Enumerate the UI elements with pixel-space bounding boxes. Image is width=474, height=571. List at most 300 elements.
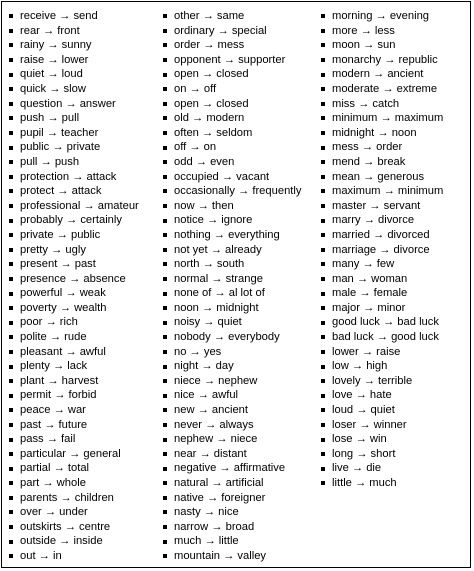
bullet-icon <box>163 29 167 33</box>
bullet-icon <box>163 510 167 514</box>
list-item <box>9 388 139 403</box>
list-item <box>9 38 139 53</box>
antonym-pair: opponent → supporter <box>174 53 286 66</box>
bullet-icon <box>163 248 167 252</box>
bullet-icon <box>321 262 325 266</box>
antonym-pair: part → whole <box>20 477 86 489</box>
antonym-pair: midnight → noon <box>332 126 417 139</box>
list-item <box>321 286 443 301</box>
list-item <box>9 257 139 272</box>
antonym-pair: no → yes <box>174 345 222 358</box>
antonym-pair: pupil → teacher <box>20 126 99 139</box>
antonym-pair: powerful → weak <box>20 287 106 300</box>
bullet-icon <box>9 510 13 514</box>
list-item <box>321 418 443 433</box>
bullet-icon <box>163 87 167 91</box>
bullet-icon <box>9 379 13 383</box>
list-item <box>9 24 139 39</box>
list-item <box>9 330 139 345</box>
antonym-pair: occupied → vacant <box>174 170 270 183</box>
antonym-pair: lovely → terrible <box>332 374 413 387</box>
bullet-icon <box>9 43 13 47</box>
bullet-icon <box>9 29 13 33</box>
antonym-pair: particular → general <box>20 447 121 460</box>
list-item <box>163 97 301 112</box>
antonym-pair: near → distant <box>174 447 247 460</box>
list-item <box>9 243 139 258</box>
bullet-icon <box>9 321 13 325</box>
antonym-pair: quiet → loud <box>20 68 83 81</box>
antonym-pair: public → private <box>20 141 101 154</box>
bullet-icon <box>9 73 13 77</box>
bullet-icon <box>9 306 13 310</box>
antonym-pair: partial → total <box>20 462 90 475</box>
list-item <box>321 67 443 82</box>
antonym-pair: poor → rich <box>20 316 78 329</box>
bullet-icon <box>9 452 13 456</box>
antonym-pair: monarchy → republic <box>332 53 438 66</box>
antonym-pair: often → seldom <box>174 126 253 139</box>
antonym-pair: much → little <box>174 535 239 548</box>
list-item <box>163 228 301 243</box>
bullet-icon <box>9 292 13 296</box>
bullet-icon <box>321 321 325 325</box>
bullet-icon <box>163 394 167 398</box>
list-item <box>163 67 301 82</box>
list-item <box>163 359 301 374</box>
list-item <box>163 549 301 564</box>
antonym-pair: professional → amateur <box>20 199 139 212</box>
list-item <box>321 476 443 491</box>
list-item <box>9 534 139 549</box>
bullet-icon <box>321 438 325 442</box>
antonym-pair: love → hate <box>332 389 392 402</box>
bullet-icon <box>321 160 325 164</box>
bullet-icon <box>321 14 325 18</box>
antonym-pair: lower → raise <box>332 345 401 358</box>
list-item <box>9 286 139 301</box>
antonym-pair: mountain → valley <box>174 549 267 562</box>
list-item <box>163 38 301 53</box>
list-item <box>321 330 443 345</box>
antonym-pair: polite → rude <box>20 331 87 344</box>
list-item <box>9 184 139 199</box>
bullet-icon <box>321 116 325 120</box>
bullet-icon <box>9 525 13 529</box>
list-item <box>163 184 301 199</box>
list-item <box>163 476 301 491</box>
antonym-pair: morning → evening <box>332 10 430 22</box>
antonym-pair: notice → ignore <box>174 214 253 227</box>
list-item <box>321 374 443 389</box>
antonym-pair: never → always <box>174 418 254 431</box>
bullet-icon <box>9 394 13 398</box>
list-item <box>163 126 301 141</box>
list-item <box>321 24 443 39</box>
list-item <box>163 24 301 39</box>
list-item <box>163 140 301 155</box>
bullet-icon <box>163 262 167 266</box>
antonym-pair: pull → push <box>20 155 80 168</box>
bullet-icon <box>321 189 325 193</box>
list-item <box>9 374 139 389</box>
antonym-pair: modern → ancient <box>332 68 424 81</box>
bullet-icon <box>163 219 167 223</box>
list-item <box>9 359 139 374</box>
list-item <box>9 170 139 185</box>
bullet-icon <box>321 87 325 91</box>
antonym-pair: plant → harvest <box>20 374 99 387</box>
antonym-pair: outside → inside <box>20 535 103 548</box>
bullet-icon <box>9 481 13 485</box>
antonym-pair: major → minor <box>332 301 406 314</box>
list-item <box>321 315 443 330</box>
list-item <box>321 111 443 126</box>
bullet-icon <box>321 408 325 412</box>
list-item <box>9 199 139 214</box>
antonym-pair: noisy → quiet <box>174 316 242 329</box>
list-item <box>321 345 443 360</box>
list-item <box>163 272 301 287</box>
antonym-pair: nothing → everything <box>174 228 280 241</box>
bullet-icon <box>321 292 325 296</box>
bullet-icon <box>321 379 325 383</box>
list-item <box>163 330 301 345</box>
list-item <box>163 461 301 476</box>
antonym-pair: over → under <box>20 506 88 519</box>
bullet-icon <box>321 146 325 150</box>
bullet-icon <box>321 175 325 179</box>
antonym-pair: loud → quiet <box>332 404 395 417</box>
list-item <box>163 199 301 214</box>
bullet-icon <box>321 452 325 456</box>
bullet-icon <box>9 496 13 500</box>
antonym-pair: nasty → nice <box>174 506 239 519</box>
bullet-icon <box>163 335 167 339</box>
bullet-icon <box>163 204 167 208</box>
antonym-pair: receive → send <box>20 10 98 22</box>
antonym-pair: long → short <box>332 447 396 460</box>
list-item <box>9 418 139 433</box>
list-item <box>321 228 443 243</box>
list-item <box>163 170 301 185</box>
antonym-pair: new → ancient <box>174 404 249 417</box>
list-item <box>9 520 139 535</box>
antonym-pair: peace → war <box>20 404 86 417</box>
list-item <box>163 447 301 462</box>
list-item <box>321 97 443 112</box>
antonym-pair: normal → strange <box>174 272 263 285</box>
antonym-pair: narrow → broad <box>174 520 255 533</box>
antonym-pair: little → much <box>332 477 397 489</box>
antonym-pair: poverty → wealth <box>20 301 107 314</box>
bullet-icon <box>9 277 13 281</box>
list-item <box>9 213 139 228</box>
antonym-pair: parents → children <box>20 491 114 504</box>
bullet-icon <box>321 219 325 223</box>
antonym-pair: man → woman <box>332 272 408 285</box>
antonym-pair: open → closed <box>174 97 249 110</box>
list-item <box>321 403 443 418</box>
antonym-pair: moon → sun <box>332 39 396 52</box>
list-item <box>321 9 443 24</box>
list-item <box>9 228 139 243</box>
antonym-pair: pleasant → awful <box>20 345 106 358</box>
antonym-pair: not yet → already <box>174 243 262 256</box>
bullet-icon <box>9 146 13 150</box>
bullet-icon <box>9 233 13 237</box>
list-item <box>163 534 301 549</box>
list-item <box>9 447 139 462</box>
list-item <box>321 432 443 447</box>
list-item <box>9 476 139 491</box>
antonym-pair: pass → fail <box>20 433 76 446</box>
bullet-icon <box>163 116 167 120</box>
bullet-icon <box>321 204 325 208</box>
bullet-icon <box>321 306 325 310</box>
list-item <box>9 53 139 68</box>
bullet-icon <box>321 248 325 252</box>
antonym-pair: protection → attack <box>20 170 117 183</box>
bullet-icon <box>9 175 13 179</box>
antonym-pair: open → closed <box>174 68 249 81</box>
antonym-pair: bad luck → good luck <box>332 331 439 344</box>
bullet-icon <box>321 73 325 77</box>
antonym-pair: negative → affirmative <box>174 462 286 475</box>
bullet-icon <box>163 43 167 47</box>
bullet-icon <box>163 175 167 179</box>
list-item <box>163 491 301 506</box>
bullet-icon <box>321 131 325 135</box>
bullet-icon <box>9 131 13 135</box>
list-item <box>9 432 139 447</box>
bullet-icon <box>9 219 13 223</box>
list-item <box>163 286 301 301</box>
bullet-icon <box>163 525 167 529</box>
bullet-icon <box>163 292 167 296</box>
antonym-pair: probably → certainly <box>20 214 122 227</box>
list-item <box>163 9 301 24</box>
antonym-pair: marry → divorce <box>332 214 415 227</box>
column-2 <box>163 9 301 564</box>
bullet-icon <box>163 438 167 442</box>
bullet-icon <box>163 146 167 150</box>
list-item <box>321 155 443 170</box>
list-item <box>321 213 443 228</box>
antonym-pair: presence → absence <box>20 272 126 285</box>
antonym-pair: nice → awful <box>174 389 239 402</box>
list-item <box>163 505 301 520</box>
list-item <box>163 257 301 272</box>
word-list-frame <box>1 1 471 568</box>
antonym-pair: pretty → ugly <box>20 243 86 256</box>
antonym-pair: many → few <box>332 258 395 271</box>
bullet-icon <box>321 102 325 106</box>
antonym-pair: odd → even <box>174 155 235 168</box>
antonym-pair: protect → attack <box>20 185 102 198</box>
antonym-pair: outskirts → centre <box>20 520 111 533</box>
list-item <box>163 418 301 433</box>
list-item <box>321 38 443 53</box>
bullet-icon <box>9 423 13 427</box>
list-item <box>321 461 443 476</box>
bullet-icon <box>163 321 167 325</box>
list-item <box>321 82 443 97</box>
list-item <box>321 272 443 287</box>
antonym-pair: present → past <box>20 258 96 271</box>
list-item <box>9 97 139 112</box>
list-item <box>9 315 139 330</box>
bullet-icon <box>9 14 13 18</box>
bullet-icon <box>163 306 167 310</box>
list-item <box>321 447 443 462</box>
list-item <box>9 403 139 418</box>
bullet-icon <box>321 29 325 33</box>
list-item <box>163 82 301 97</box>
antonym-pair: master → servant <box>332 199 421 212</box>
antonym-pair: natural → artificial <box>174 477 264 489</box>
list-item <box>9 491 139 506</box>
bullet-icon <box>321 335 325 339</box>
antonym-pair: more → less <box>332 24 395 37</box>
list-item <box>9 126 139 141</box>
antonym-pair: niece → nephew <box>174 374 258 387</box>
bullet-icon <box>9 116 13 120</box>
antonym-pair: question → answer <box>20 97 116 110</box>
bullet-icon <box>163 379 167 383</box>
bullet-icon <box>163 452 167 456</box>
list-item <box>163 374 301 389</box>
bullet-icon <box>321 394 325 398</box>
bullet-icon <box>163 14 167 18</box>
list-item <box>9 461 139 476</box>
antonym-pair: mend → break <box>332 155 406 168</box>
bullet-icon <box>163 554 167 558</box>
list-item <box>9 549 139 564</box>
bullet-icon <box>163 233 167 237</box>
bullet-icon <box>9 58 13 62</box>
bullet-icon <box>9 160 13 164</box>
list-item <box>321 388 443 403</box>
list-item <box>321 257 443 272</box>
list-item <box>321 126 443 141</box>
bullet-icon <box>9 438 13 442</box>
antonym-pair: live → die <box>332 462 382 475</box>
bullet-icon <box>163 102 167 106</box>
bullet-icon <box>163 540 167 544</box>
bullet-icon <box>163 481 167 485</box>
antonym-pair: north → south <box>174 258 245 271</box>
antonym-pair: old → modern <box>174 112 245 125</box>
bullet-icon <box>163 131 167 135</box>
bullet-icon <box>321 481 325 485</box>
list-item <box>163 301 301 316</box>
antonym-pair: mess → order <box>332 141 403 154</box>
list-item <box>163 111 301 126</box>
antonym-pair: lose → win <box>332 433 387 446</box>
bullet-icon <box>321 233 325 237</box>
bullet-icon <box>163 408 167 412</box>
list-item <box>9 505 139 520</box>
antonym-pair: low → high <box>332 360 388 373</box>
antonym-pair: male → female <box>332 287 408 300</box>
list-item <box>9 345 139 360</box>
antonym-pair: moderate → extreme <box>332 82 438 95</box>
bullet-icon <box>9 262 13 266</box>
antonym-pair: private → public <box>20 228 101 241</box>
list-item <box>163 345 301 360</box>
antonym-pair: rear → front <box>20 24 80 37</box>
list-item <box>9 272 139 287</box>
antonym-pair: maximum → minimum <box>332 185 444 198</box>
antonym-pair: mean → generous <box>332 170 425 183</box>
list-item <box>163 315 301 330</box>
antonym-pair: loser → winner <box>332 418 407 431</box>
bullet-icon <box>163 467 167 471</box>
antonym-pair: plenty → lack <box>20 360 88 373</box>
antonym-pair: on → off <box>174 82 217 95</box>
list-item <box>321 170 443 185</box>
list-item <box>163 53 301 68</box>
antonym-pair: rainy → sunny <box>20 39 92 52</box>
list-item <box>163 432 301 447</box>
antonym-pair: off → on <box>174 141 217 154</box>
list-item <box>321 359 443 374</box>
antonym-pair: nobody → everybody <box>174 331 280 344</box>
antonym-pair: push → pull <box>20 112 80 125</box>
bullet-icon <box>163 423 167 427</box>
bullet-icon <box>163 189 167 193</box>
list-item <box>9 155 139 170</box>
list-item <box>163 388 301 403</box>
bullet-icon <box>9 540 13 544</box>
antonym-pair: minimum → maximum <box>332 112 444 125</box>
bullet-icon <box>9 335 13 339</box>
bullet-icon <box>9 365 13 369</box>
antonym-pair: marriage → divorce <box>332 243 430 256</box>
antonym-pair: out → in <box>20 549 62 562</box>
bullet-icon <box>321 277 325 281</box>
antonym-pair: ordinary → special <box>174 24 267 37</box>
bullet-icon <box>9 248 13 252</box>
bullet-icon <box>163 277 167 281</box>
antonym-pair: miss → catch <box>332 97 400 110</box>
bullet-icon <box>321 350 325 354</box>
list-item <box>163 403 301 418</box>
antonym-pair: noon → midnight <box>174 301 259 314</box>
antonym-pair: quick → slow <box>20 82 86 95</box>
list-item <box>321 199 443 214</box>
bullet-icon <box>9 408 13 412</box>
antonym-pair: raise → lower <box>20 53 89 66</box>
bullet-icon <box>321 467 325 471</box>
bullet-icon <box>321 365 325 369</box>
bullet-icon <box>163 365 167 369</box>
antonym-pair: married → divorced <box>332 228 430 241</box>
bullet-icon <box>163 160 167 164</box>
antonym-pair: now → then <box>174 199 234 212</box>
bullet-icon <box>163 58 167 62</box>
bullet-icon <box>9 189 13 193</box>
bullet-icon <box>321 43 325 47</box>
list-item <box>9 67 139 82</box>
list-item <box>9 111 139 126</box>
list-item <box>321 53 443 68</box>
list-item <box>163 155 301 170</box>
antonym-pair: permit → forbid <box>20 389 97 402</box>
antonym-pair: order → mess <box>174 39 245 52</box>
bullet-icon <box>9 467 13 471</box>
